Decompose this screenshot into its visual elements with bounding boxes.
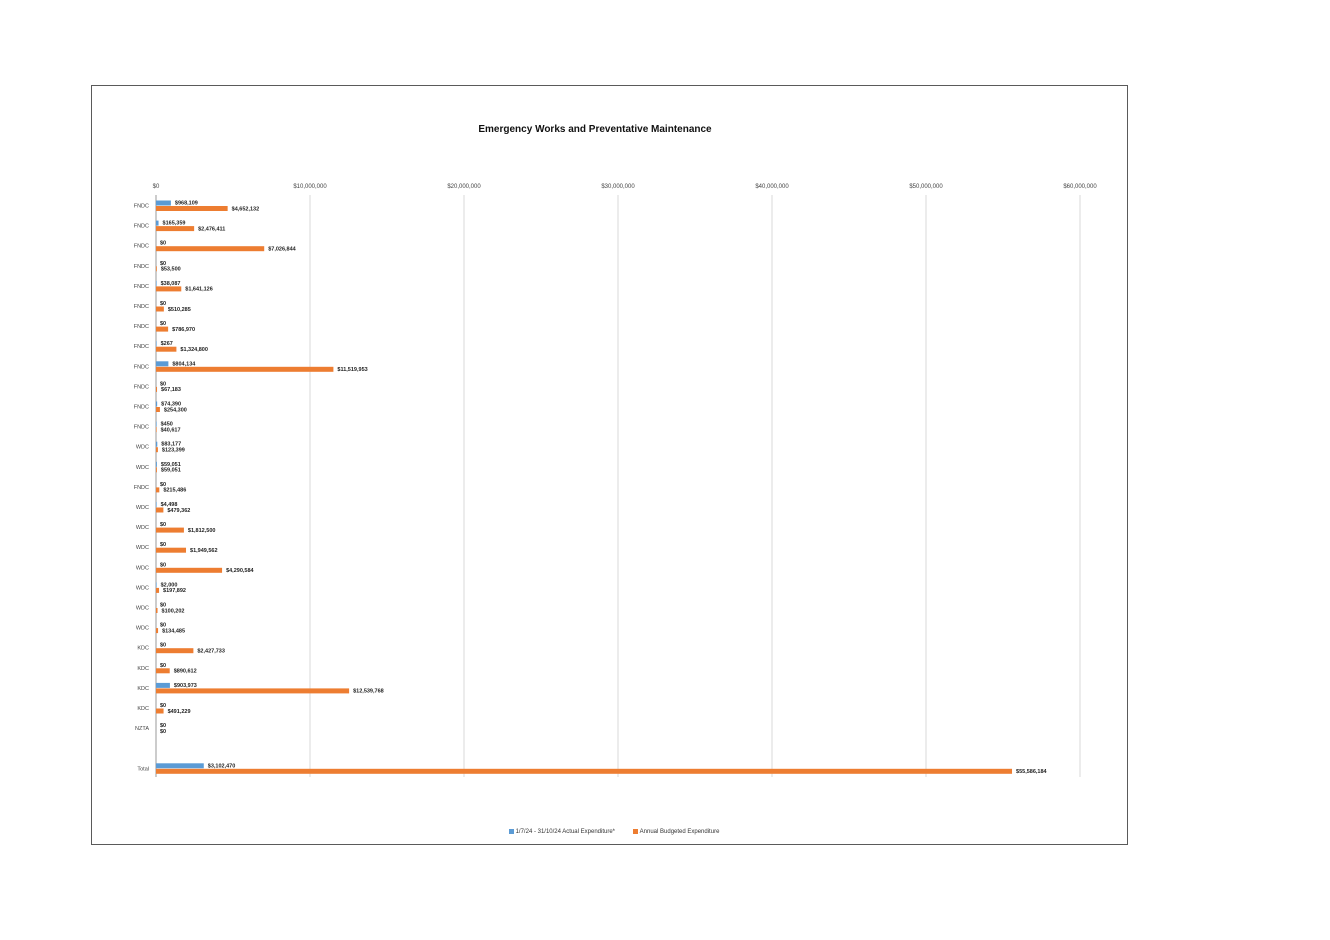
- data-label-budget: $2,427,733: [197, 648, 225, 655]
- x-tick-label: $0: [152, 184, 160, 190]
- x-tick-label: $40,000,000: [755, 184, 789, 190]
- bar-budget: [156, 206, 228, 211]
- bar-budget: [156, 487, 159, 492]
- bar-budget: [156, 347, 176, 352]
- legend-label-actual: 1/7/24 - 31/10/24 Actual Expenditure*: [515, 829, 615, 836]
- bar-actual: [156, 422, 157, 427]
- bar-budget: [156, 709, 164, 714]
- bar-actual: [156, 582, 157, 587]
- data-label-actual: $0: [160, 602, 167, 609]
- category-label: FNDC: [133, 324, 149, 331]
- data-label-actual: $0: [160, 562, 167, 569]
- data-label-budget: $0: [160, 728, 167, 735]
- category-label: FNDC: [133, 263, 149, 270]
- bar-budget: [156, 387, 157, 392]
- data-label-budget: $55,586,184: [1016, 769, 1047, 776]
- data-label-budget: $1,812,500: [187, 527, 216, 534]
- data-label-budget: $7,026,844: [268, 246, 296, 253]
- data-label-budget: $1,641,126: [185, 286, 213, 293]
- data-label-actual: $2,000: [160, 582, 178, 589]
- data-label-actual: $0: [160, 542, 167, 549]
- data-label-actual: $0: [160, 301, 167, 307]
- data-label-budget: $890,612: [173, 668, 197, 675]
- data-label-actual: $968,109: [174, 200, 198, 207]
- category-label: WDC: [135, 444, 149, 451]
- bar-budget: [156, 266, 157, 271]
- bar-budget: [156, 528, 184, 533]
- data-label-budget: $4,652,132: [231, 206, 260, 213]
- category-label: FNDC: [133, 364, 149, 371]
- category-label: KDC: [137, 665, 149, 672]
- category-label: WDC: [135, 605, 149, 612]
- legend-swatch-actual: [509, 829, 514, 834]
- category-label: WDC: [135, 525, 149, 532]
- bar-budget: [156, 769, 1012, 774]
- data-label-budget: $123,399: [161, 447, 185, 454]
- data-label-budget: $4,290,584: [226, 568, 254, 575]
- bar-actual: [156, 462, 157, 467]
- bar-budget: [156, 467, 157, 472]
- category-label: FNDC: [133, 243, 149, 250]
- bar-budget: [156, 367, 333, 372]
- data-label-actual: $0: [160, 381, 167, 388]
- legend-label-budget: Annual Budgeted Expenditure: [639, 829, 720, 836]
- data-label-budget: $134,485: [162, 628, 186, 635]
- category-label: WDC: [135, 545, 149, 552]
- data-label-budget: $100,202: [161, 608, 185, 615]
- category-label: FNDC: [133, 484, 149, 491]
- data-label-actual: $0: [160, 622, 167, 629]
- bar-budget: [156, 447, 158, 452]
- data-label-actual: $59,051: [160, 461, 181, 468]
- data-label-actual: $4,498: [160, 502, 178, 508]
- bar-budget: [156, 548, 186, 553]
- bar-budget: [156, 427, 157, 432]
- category-label: FNDC: [133, 223, 149, 230]
- bar-budget: [156, 568, 222, 573]
- data-label-budget: $1,324,800: [180, 347, 208, 353]
- legend-item-actual: [509, 829, 615, 835]
- data-label-budget: $40,617: [160, 427, 181, 434]
- data-label-actual: $0: [160, 240, 167, 247]
- bar-actual: [156, 683, 170, 688]
- category-label: FNDC: [133, 203, 149, 210]
- bar-actual: [156, 402, 157, 407]
- category-label: FNDC: [133, 304, 149, 310]
- data-label-budget: $2,476,411: [198, 226, 226, 233]
- category-label: Total: [137, 766, 149, 773]
- category-label: WDC: [135, 464, 149, 471]
- data-label-actual: $0: [160, 522, 167, 529]
- data-label-actual: $74,390: [161, 401, 182, 408]
- data-label-actual: $83,177: [161, 441, 182, 448]
- data-label-budget: $197,892: [163, 588, 187, 595]
- category-label: KDC: [137, 645, 149, 652]
- data-label-budget: $12,539,768: [353, 688, 384, 695]
- category-label: WDC: [135, 505, 149, 511]
- bar-actual: [156, 442, 157, 447]
- bar-budget: [156, 668, 170, 673]
- category-label: FNDC: [133, 344, 149, 351]
- x-tick-label: $60,000,000: [1063, 184, 1097, 190]
- data-label-budget: $786,970: [172, 326, 196, 333]
- data-label-actual: $0: [160, 481, 167, 488]
- bar-actual: [156, 502, 157, 507]
- data-label-actual: $0: [160, 321, 167, 328]
- bar-actual: [156, 281, 157, 286]
- category-label: FNDC: [133, 384, 149, 391]
- data-label-budget: $11,519,953: [337, 367, 368, 374]
- bar-budget: [156, 327, 168, 332]
- data-label-budget: $1,949,562: [190, 548, 218, 554]
- bar-budget: [156, 588, 159, 593]
- data-label-budget: $510,285: [167, 306, 191, 313]
- bar-budget: [156, 226, 194, 231]
- data-label-budget: $53,500: [160, 266, 181, 273]
- data-label-actual: $38,087: [160, 280, 181, 287]
- bar-budget: [156, 307, 164, 312]
- data-label-actual: $903,973: [173, 682, 197, 689]
- x-tick-label: $30,000,000: [601, 184, 635, 190]
- data-label-actual: $3,102,470: [207, 763, 236, 770]
- data-label-actual: $0: [160, 703, 167, 709]
- data-label-actual: $804,134: [172, 361, 196, 368]
- category-label: FNDC: [133, 424, 149, 431]
- data-label-actual: $0: [160, 260, 167, 267]
- data-label-actual: $0: [160, 723, 167, 730]
- data-label-actual: $0: [160, 662, 167, 669]
- x-tick-label: $20,000,000: [447, 184, 481, 190]
- x-tick-label: $10,000,000: [293, 184, 327, 190]
- data-label-actual: $450: [160, 421, 173, 428]
- bar-budget: [156, 286, 181, 291]
- bar-budget: [156, 246, 264, 251]
- bar-actual: [156, 361, 168, 366]
- bar-budget: [156, 407, 160, 412]
- chart-legend: [0, 829, 1228, 835]
- data-label-budget: $59,051: [160, 467, 181, 474]
- bar-budget: [156, 688, 349, 693]
- bar-actual: [156, 763, 204, 768]
- category-label: WDC: [135, 565, 149, 572]
- category-label: KDC: [137, 685, 149, 692]
- bar-budget: [156, 508, 163, 513]
- data-label-budget: $215,486: [163, 487, 187, 494]
- chart-title: Emergency Works and Preventative Maintenance: [478, 124, 712, 135]
- data-label-actual: $165,359: [162, 220, 186, 227]
- data-label-budget: $67,183: [161, 387, 181, 394]
- legend-item-budget: [633, 829, 720, 835]
- data-label-budget: $479,362: [167, 507, 191, 514]
- category-label: WDC: [135, 625, 149, 632]
- category-label: WDC: [135, 585, 149, 592]
- data-label-budget: $254,300: [163, 407, 187, 414]
- legend-swatch-budget: [633, 829, 638, 834]
- bar-actual: [156, 341, 157, 346]
- bar-actual: [156, 221, 159, 226]
- bar-budget: [156, 608, 158, 613]
- bar-budget: [156, 648, 193, 653]
- category-label: FNDC: [133, 404, 149, 411]
- bar-actual: [156, 201, 171, 206]
- bar-budget: [156, 628, 158, 633]
- data-label-budget: $491,229: [167, 708, 191, 715]
- x-tick-label: $50,000,000: [909, 184, 943, 190]
- category-label: KDC: [137, 706, 149, 712]
- data-label-actual: $0: [160, 642, 167, 649]
- data-label-actual: $267: [160, 341, 173, 348]
- category-label: FNDC: [133, 283, 149, 290]
- category-label: NZTA: [135, 726, 149, 733]
